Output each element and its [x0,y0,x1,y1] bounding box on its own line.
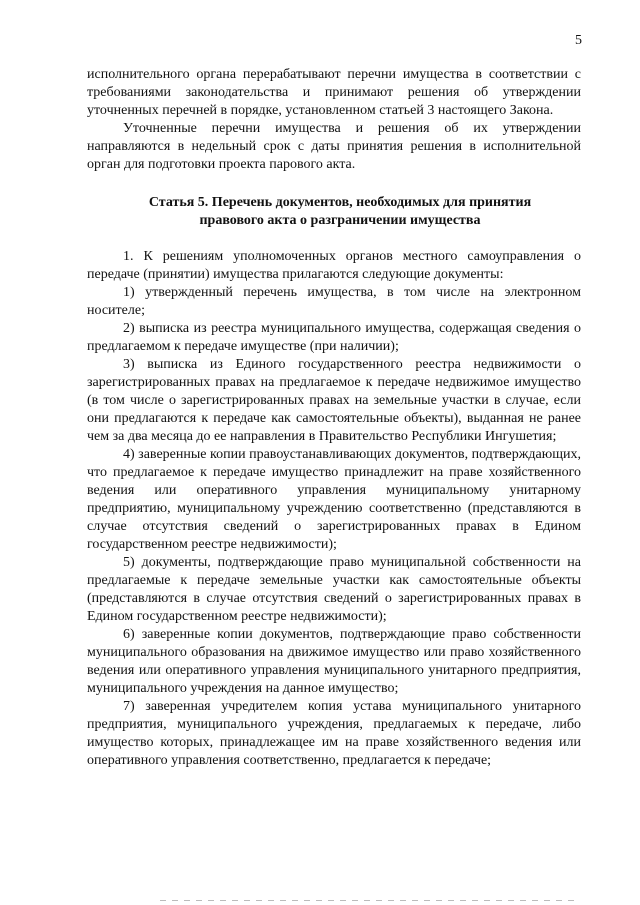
page-number: 5 [575,33,582,48]
list-item-6: 6) заверенные копии документов, подтверждающие право собственности муниципального образования на движимое имущество или право хозяйственного ведения или оперативного управления муниципального унитарного предприятия, муниципального учреждения на данное имущество; [87,627,581,696]
article-5-heading [87,194,581,230]
article-heading-line-2: правового акта о разграничении имущества [199,213,481,228]
paragraph-continuation: исполнительного органа перерабатывают перечни имущества в соответствии с требованиями законодательства и принимают решения об утверждении уточненных перечней в порядке, установленном статьей 3 настоящего Закона. [87,67,581,118]
document-text [87,66,581,770]
list-item-3: 3) выписка из Единого государственного реестра недвижимости о зарегистрированных правах на предлагаемое к передаче недвижимое имущество (в том числе о зарегистрированных правах на земельные участки в случае, если они предлагаются к передаче как самостоятельные объекты), выданная не ранее чем за два месяца до ее направления в Правительство Республики Ингушетия; [87,357,581,444]
list-item-5: 5) документы, подтверждающие право муниципальной собственности на предлагаемые к передаче земельные участки как самостоятельные объекты (представляются в случае отсутствия сведений о зарегистрированных правах в Едином государственном реестре недвижимости); [87,555,581,624]
list-item-2: 2) выписка из реестра муниципального имущества, содержащая сведения о предлагаемом к передаче имуществе (при наличии); [87,321,581,354]
article-heading-line-1: Статья 5. Перечень документов, необходимых для принятия [148,195,532,210]
article-paragraph-1: 1. К решениям уполномоченных органов местного самоуправления о передаче (принятии) имущества прилагаются следующие документы: [87,249,581,282]
list-item-1: 1) утвержденный перечень имущества, в том числе на электронном носителе; [87,285,581,318]
paragraph-refined-lists: Уточненные перечни имущества и решения об их утверждении направляются в недельный срок с даты принятия решения в исполнительной орган для подготовки проекта парового акта. [87,121,581,172]
list-item-4: 4) заверенные копии правоустанавливающих документов, подтверждающих, что предлагаемое к передаче имущество принадлежит на праве хозяйственного ведения или оперативного управления муниципальному унитарному предприятию, муниципальному учреждению соответственно (представляются в случае отсутствия сведений о зарегистрированных правах в Едином государственном реестре недвижимости); [87,447,581,552]
list-item-7: 7) заверенная учредителем копия устава муниципального унитарного предприятия, муниципального учреждения, предлагаемых к передаче, либо имущество которых, принадлежащее им на праве хозяйственного ведения или оперативного управления соответственно, предлагается к передаче; [87,699,581,768]
scan-artifact-line [160,900,580,901]
